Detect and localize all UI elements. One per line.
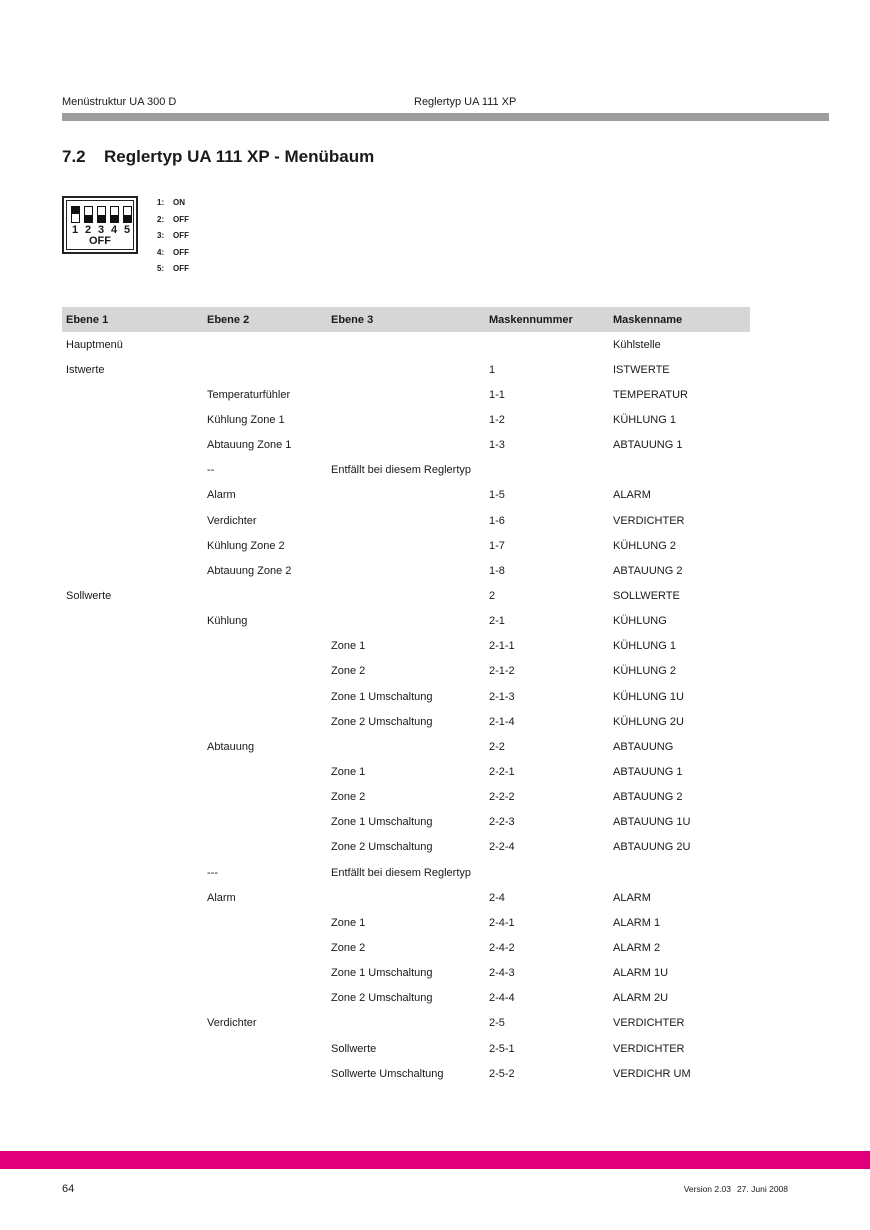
cell-level-3: [327, 609, 485, 634]
cell-level-3: [327, 885, 485, 910]
dip-switch-setting: [157, 264, 189, 281]
table-row: [62, 734, 750, 759]
cell-mask-number: 2-4-2: [489, 941, 515, 954]
cell-level-1: [62, 382, 203, 407]
cell-level-2: Alarm: [207, 489, 236, 502]
cell-level-3: Zone 1: [331, 916, 366, 929]
cell-level-3: Zone 1: [331, 640, 366, 653]
cell-level-3: Zone 2 Umschaltung: [331, 715, 433, 728]
cell-mask-name: ABTAUUNG 2: [613, 791, 683, 804]
dip-switch-frame: [66, 200, 134, 250]
cell-mask-name: VERDICHR UM: [613, 1067, 691, 1080]
table-row: [62, 382, 750, 407]
dip-switch-setting: [157, 231, 189, 248]
cell-mask-name: ALARM: [613, 489, 651, 502]
cell-mask-number: 2-4-4: [489, 992, 515, 1005]
table-row: [62, 558, 750, 583]
cell-mask-number: [485, 458, 609, 483]
dip-switch-setting-value: OFF: [173, 247, 189, 257]
cell-mask-number: 2-2: [489, 740, 505, 753]
section-number: 7.2: [62, 147, 86, 166]
cell-level-3: Zone 2: [331, 791, 366, 804]
cell-level-1: [62, 407, 203, 432]
table-row: [62, 659, 750, 684]
dip-switch-setting-key: 2:: [157, 214, 165, 224]
cell-level-3: [327, 382, 485, 407]
column-header-mask-name: Maskenname: [609, 307, 750, 332]
table-row: [62, 458, 750, 483]
table-row: [62, 885, 750, 910]
cell-mask-name: ALARM 2: [613, 941, 661, 954]
cell-level-1: [62, 1011, 203, 1036]
cell-level-1: [62, 910, 203, 935]
cell-level-1: [62, 986, 203, 1011]
cell-level-2: [203, 961, 327, 986]
dip-switch-knob: [72, 207, 79, 214]
cell-level-3: [327, 558, 485, 583]
dip-switch-knob: [98, 215, 105, 222]
cell-level-1: [62, 483, 203, 508]
cell-mask-number: 1-1: [489, 388, 505, 401]
cell-mask-name: KÜHLUNG 1U: [613, 690, 684, 703]
cell-level-1: [62, 609, 203, 634]
table-row: [62, 835, 750, 860]
table-row: [62, 533, 750, 558]
cell-level-2: [203, 332, 327, 357]
dip-switch-number: 4: [110, 224, 118, 236]
cell-mask-number: 1-3: [489, 439, 505, 452]
table-row: [62, 583, 750, 608]
cell-mask-name: [609, 458, 750, 483]
cell-mask-number: 2-1-3: [489, 690, 515, 703]
dip-switch-setting-value: OFF: [173, 231, 189, 240]
cell-level-1: [62, 734, 203, 759]
cell-level-2: [203, 759, 327, 784]
cell-level-1: [62, 533, 203, 558]
cell-level-2: [203, 785, 327, 810]
cell-level-3: Zone 2 Umschaltung: [331, 841, 433, 854]
cell-mask-number: 1: [489, 363, 496, 376]
dip-switch-setting: [157, 215, 189, 232]
cell-mask-number: 2-4-1: [489, 916, 515, 929]
table-row: [62, 986, 750, 1011]
column-header-level-1: Ebene 1: [62, 307, 203, 332]
cell-level-1: [62, 810, 203, 835]
table-row: [62, 1036, 750, 1061]
cell-level-1: [62, 785, 203, 810]
table-header-row: [62, 307, 750, 332]
cell-mask-name: VERDICHTER: [613, 1042, 685, 1055]
dip-switch-2: [84, 206, 93, 223]
cell-level-2: --: [207, 464, 215, 477]
dip-switch-1: [71, 206, 80, 223]
cell-mask-number: 2-2-3: [489, 816, 515, 829]
cell-level-2: Temperaturfühler: [207, 388, 291, 401]
cell-mask-name: KÜHLUNG 2: [613, 539, 676, 552]
cell-mask-number: 1-2: [489, 413, 505, 426]
cell-level-1: [62, 508, 203, 533]
cell-mask-number: 2-2-1: [489, 765, 515, 778]
cell-mask-number: 2-1: [489, 615, 505, 628]
cell-mask-name: ABTAUUNG 1U: [613, 816, 691, 829]
cell-level-3: [327, 508, 485, 533]
cell-mask-number: 2-5: [489, 1017, 505, 1030]
dip-switch-setting-key: 4:: [157, 247, 165, 257]
cell-level-3: Sollwerte Umschaltung: [331, 1067, 444, 1080]
cell-mask-number: 2-2-2: [489, 791, 515, 804]
cell-level-3: Entfällt bei diesem Reglertyp: [331, 464, 472, 477]
table-row: [62, 634, 750, 659]
cell-level-3: Zone 1 Umschaltung: [331, 690, 433, 703]
cell-mask-number: 2-1-2: [489, 665, 515, 678]
cell-level-3: [327, 533, 485, 558]
cell-level-3: [327, 357, 485, 382]
cell-level-2: Kühlung: [207, 615, 248, 628]
cell-mask-name: KÜHLUNG 2U: [613, 715, 684, 728]
dip-switch-knob: [111, 215, 118, 222]
dip-switch-setting-key: 1:: [157, 198, 165, 207]
cell-level-1: [62, 659, 203, 684]
table-row: [62, 483, 750, 508]
cell-mask-number: 2-5-2: [489, 1067, 515, 1080]
page-number: 64: [62, 1183, 75, 1195]
column-header-mask-number: Maskennummer: [485, 307, 609, 332]
table-row: [62, 860, 750, 885]
cell-level-3: [327, 583, 485, 608]
cell-level-2: [203, 1036, 327, 1061]
dip-switch-knob: [124, 215, 131, 222]
cell-level-1: [62, 684, 203, 709]
cell-level-2: [203, 986, 327, 1011]
cell-level-2: [203, 1061, 327, 1086]
cell-mask-name: VERDICHTER: [613, 1017, 685, 1030]
cell-mask-name: KÜHLUNG 1: [613, 640, 676, 653]
cell-mask-name: KÜHLUNG 1: [613, 413, 676, 426]
dip-switch-number: 5: [123, 224, 131, 236]
cell-level-2: Alarm: [207, 891, 236, 904]
table-row: [62, 1011, 750, 1036]
footer-accent-bar: [0, 1151, 870, 1169]
cell-level-2: Abtauung Zone 2: [207, 564, 292, 577]
table-row: [62, 332, 750, 357]
cell-mask-name: KÜHLUNG: [613, 615, 667, 628]
column-header-level-3: Ebene 3: [327, 307, 485, 332]
column-header-level-2: Ebene 2: [203, 307, 327, 332]
cell-mask-name: ABTAUUNG 1: [613, 439, 683, 452]
cell-level-1: [62, 935, 203, 960]
cell-level-1: [62, 759, 203, 784]
version-info: [684, 1184, 788, 1194]
cell-level-3: Entfällt bei diesem Reglertyp: [331, 866, 472, 879]
cell-level-3: [327, 1011, 485, 1036]
cell-level-1: [62, 458, 203, 483]
cell-level-2: [203, 583, 327, 608]
cell-mask-name: VERDICHTER: [613, 514, 685, 527]
cell-mask-number: [485, 332, 609, 357]
header-document-title: Menüstruktur UA 300 D: [62, 96, 177, 108]
cell-level-3: [327, 734, 485, 759]
dip-switch-setting-value: OFF: [173, 214, 189, 224]
cell-mask-number: 2-2-4: [489, 841, 515, 854]
cell-mask-name: ABTAUUNG 2U: [613, 841, 691, 854]
cell-mask-number: [485, 860, 609, 885]
version-label: Version 2.03: [683, 1184, 731, 1194]
cell-level-3: Zone 2 Umschaltung: [331, 992, 433, 1005]
cell-level-1: [62, 1061, 203, 1086]
dip-switch-knob: [85, 215, 92, 222]
cell-mask-number: 2-5-1: [489, 1042, 515, 1055]
cell-level-1: Hauptmenü: [66, 338, 123, 351]
cell-level-3: Zone 1 Umschaltung: [331, 816, 433, 829]
table-row: [62, 709, 750, 734]
dip-switch-setting: [157, 198, 189, 215]
cell-mask-number: 1-8: [489, 564, 505, 577]
cell-level-2: [203, 935, 327, 960]
cell-mask-number: 2-4-3: [489, 967, 515, 980]
dip-switch-number: 3: [97, 224, 105, 236]
cell-level-1: [62, 961, 203, 986]
cell-level-3: Zone 1: [331, 765, 366, 778]
cell-level-2: [203, 810, 327, 835]
cell-level-1: [62, 885, 203, 910]
table-body: [62, 332, 750, 1086]
menu-tree-table: [62, 307, 750, 1086]
cell-level-1: [62, 558, 203, 583]
cell-level-1: Istwerte: [66, 363, 105, 376]
cell-level-1: Sollwerte: [66, 589, 112, 602]
cell-level-2: [203, 659, 327, 684]
table-row: [62, 961, 750, 986]
cell-level-1: [62, 835, 203, 860]
cell-level-2: [203, 684, 327, 709]
table-row: [62, 935, 750, 960]
dip-switch-number: 1: [71, 224, 79, 236]
cell-mask-name: Kühlstelle: [613, 338, 661, 351]
table-row: [62, 1061, 750, 1086]
cell-level-2: Verdichter: [207, 514, 257, 527]
cell-level-3: [327, 407, 485, 432]
cell-level-2: Abtauung Zone 1: [207, 439, 292, 452]
dip-switch-setting-key: 3:: [157, 231, 165, 240]
cell-level-3: [327, 433, 485, 458]
cell-level-2: [203, 709, 327, 734]
cell-mask-name: ALARM 2U: [613, 992, 669, 1005]
header-divider-bar: [62, 113, 829, 121]
dip-switch-setting-value: ON: [173, 198, 185, 207]
table-row: [62, 910, 750, 935]
cell-mask-name: ALARM 1: [613, 916, 661, 929]
cell-mask-name: [609, 860, 750, 885]
cell-mask-name: ALARM 1U: [613, 967, 669, 980]
cell-mask-number: 2-1-4: [489, 715, 515, 728]
cell-level-3: Zone 1 Umschaltung: [331, 967, 433, 980]
cell-level-2: [203, 357, 327, 382]
cell-level-3: Zone 2: [331, 665, 366, 678]
cell-level-1: [62, 860, 203, 885]
cell-mask-number: 1-7: [489, 539, 505, 552]
cell-mask-name: ABTAUUNG 1: [613, 765, 683, 778]
cell-mask-name: ALARM: [613, 891, 651, 904]
dip-switch-4: [110, 206, 119, 223]
cell-level-3: Sollwerte: [331, 1042, 377, 1055]
dip-switch-setting-key: 5:: [157, 264, 165, 273]
cell-level-2: Kühlung Zone 2: [207, 539, 285, 552]
cell-mask-name: TEMPERATUR: [613, 388, 688, 401]
table-row: [62, 759, 750, 784]
cell-level-2: ---: [207, 866, 218, 879]
cell-level-1: [62, 433, 203, 458]
section-title: Reglertyp UA 111 XP - Menübaum: [104, 147, 375, 166]
cell-mask-number: 2-4: [489, 891, 505, 904]
cell-level-2: [203, 910, 327, 935]
cell-level-1: [62, 634, 203, 659]
dip-switch-3: [97, 206, 106, 223]
cell-mask-number: 1-5: [489, 489, 505, 502]
cell-mask-name: ISTWERTE: [613, 363, 670, 376]
table-row: [62, 508, 750, 533]
cell-mask-number: 2: [489, 589, 496, 602]
cell-level-2: Verdichter: [207, 1017, 257, 1030]
cell-mask-name: KÜHLUNG 2: [613, 665, 676, 678]
table-row: [62, 357, 750, 382]
cell-mask-number: 2-1-1: [489, 640, 515, 653]
cell-level-2: Kühlung Zone 1: [207, 413, 285, 426]
cell-level-1: [62, 1036, 203, 1061]
cell-level-3: [327, 483, 485, 508]
cell-mask-name: SOLLWERTE: [613, 589, 680, 602]
table-row: [62, 609, 750, 634]
cell-mask-name: ABTAUUNG: [613, 740, 674, 753]
table-row: [62, 407, 750, 432]
table-row: [62, 433, 750, 458]
header-controller-type: Reglertyp UA 111 XP: [414, 96, 517, 108]
dip-switch-diagram: [62, 196, 138, 254]
dip-switch-number: 2: [84, 224, 92, 236]
cell-level-2: [203, 634, 327, 659]
section-heading: [62, 147, 374, 167]
table-row: [62, 785, 750, 810]
dip-switch-settings-list: [157, 198, 189, 281]
cell-level-2: [203, 835, 327, 860]
cell-mask-name: ABTAUUNG 2: [613, 564, 683, 577]
cell-mask-number: 1-6: [489, 514, 505, 527]
dip-switch-5: [123, 206, 132, 223]
dip-switch-off-label: OFF: [89, 235, 111, 247]
dip-switch-setting: [157, 248, 189, 265]
dip-switch-setting-value: OFF: [173, 264, 189, 273]
cell-level-1: [62, 709, 203, 734]
table-row: [62, 684, 750, 709]
cell-level-2: Abtauung: [207, 740, 255, 753]
cell-level-3: [327, 332, 485, 357]
cell-level-3: Zone 2: [331, 941, 366, 954]
table-row: [62, 810, 750, 835]
version-date: 27. Juni 2008: [736, 1184, 788, 1194]
